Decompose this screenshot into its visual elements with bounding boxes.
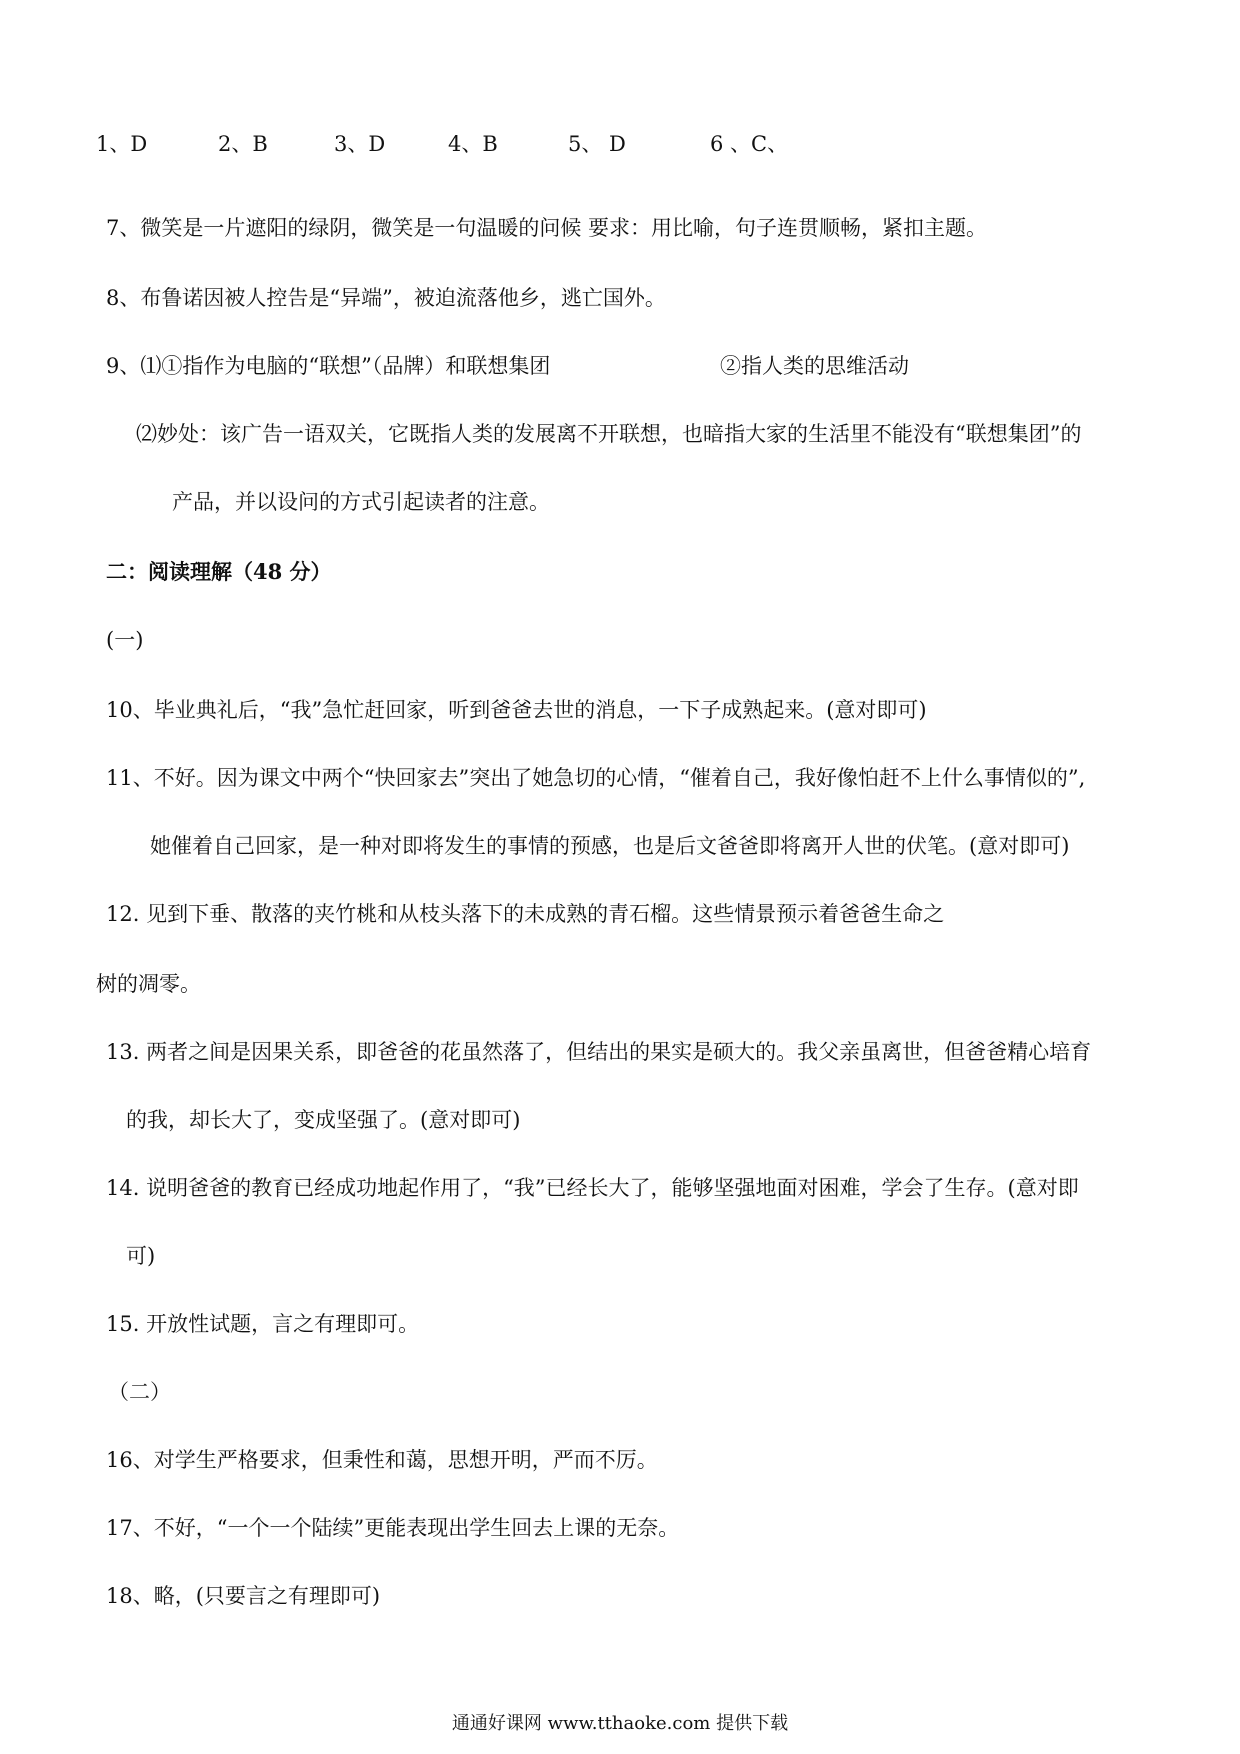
- page-footer: 通通好课网 www.tthaoke.com 提供下载: [451, 1713, 789, 1734]
- answer-q11-a: 11、不好。因为课文中两个“快回家去”突出了她急切的心情，“催着自己，我好像怕赶不上什么事情似的”,: [106, 766, 1086, 790]
- answer-2: 2、B: [218, 132, 268, 156]
- answer-q7: 7、微笑是一片遮阳的绿阴，微笑是一句温暖的问候 要求：用比喻，句子连贯顺畅，紧扣主题。: [106, 216, 988, 240]
- answer-q14-a: 14. 说明爸爸的教育已经成功地起作用了，“我”已经长大了，能够坚强地面对困难，学会了生存。(意对即: [106, 1176, 1079, 1200]
- answer-q17: 17、不好，“一个一个陆续”更能表现出学生回去上课的无奈。: [106, 1516, 680, 1540]
- answer-q8: 8、布鲁诺因被人控告是“异端”，被迫流落他乡，逃亡国外。: [106, 286, 666, 310]
- answer-q18: 18、略，(只要言之有理即可): [106, 1584, 381, 1608]
- answer-q11-b: 她催着自己回家，是一种对即将发生的事情的预感，也是后文爸爸即将离开人世的伏笔。(意对即可): [150, 834, 1070, 858]
- part-heading-1: (一): [106, 628, 144, 652]
- section-heading-reading: 二：阅读理解（48 分）: [106, 559, 332, 584]
- answer-q14-b: 可): [126, 1244, 156, 1268]
- part-heading-2: （二）: [108, 1380, 171, 1404]
- answer-4: 4、B: [448, 132, 498, 156]
- answer-q15: 15. 开放性试题，言之有理即可。: [106, 1312, 420, 1336]
- answer-1: 1、D: [96, 132, 148, 156]
- answer-5: 5、 D: [568, 132, 626, 156]
- answer-q9-part2-b: 产品，并以设问的方式引起读者的注意。: [172, 490, 550, 514]
- answer-6: 6 、C、: [710, 132, 789, 156]
- answer-q10: 10、毕业典礼后，“我”急忙赶回家，听到爸爸去世的消息，一下子成熟起来。(意对即可): [106, 698, 927, 722]
- answer-q13-b: 的我，却长大了，变成坚强了。(意对即可): [126, 1108, 521, 1132]
- answer-3: 3、D: [334, 132, 386, 156]
- answer-q9-part2-a: ⑵妙处：该广告一语双关，它既指人类的发展离不开联想，也暗指大家的生活里不能没有“联想集团”的: [136, 422, 1082, 446]
- answer-q12-a: 12. 见到下垂、散落的夹竹桃和从枝头落下的未成熟的青石榴。这些情景预示着爸爸生命之: [106, 902, 945, 926]
- answer-q12-b: 树的凋零。: [96, 972, 201, 996]
- answer-q9-part1-b: ②指人类的思维活动: [720, 354, 909, 378]
- answer-q9-part1-a: 9、⑴①指作为电脑的“联想”（品牌）和联想集团: [106, 354, 551, 378]
- answer-q13-a: 13. 两者之间是因果关系，即爸爸的花虽然落了，但结出的果实是硕大的。我父亲虽离世，但爸爸精心培育: [106, 1040, 1092, 1064]
- answer-q16: 16、对学生严格要求，但秉性和蔼，思想开明，严而不厉。: [106, 1448, 658, 1472]
